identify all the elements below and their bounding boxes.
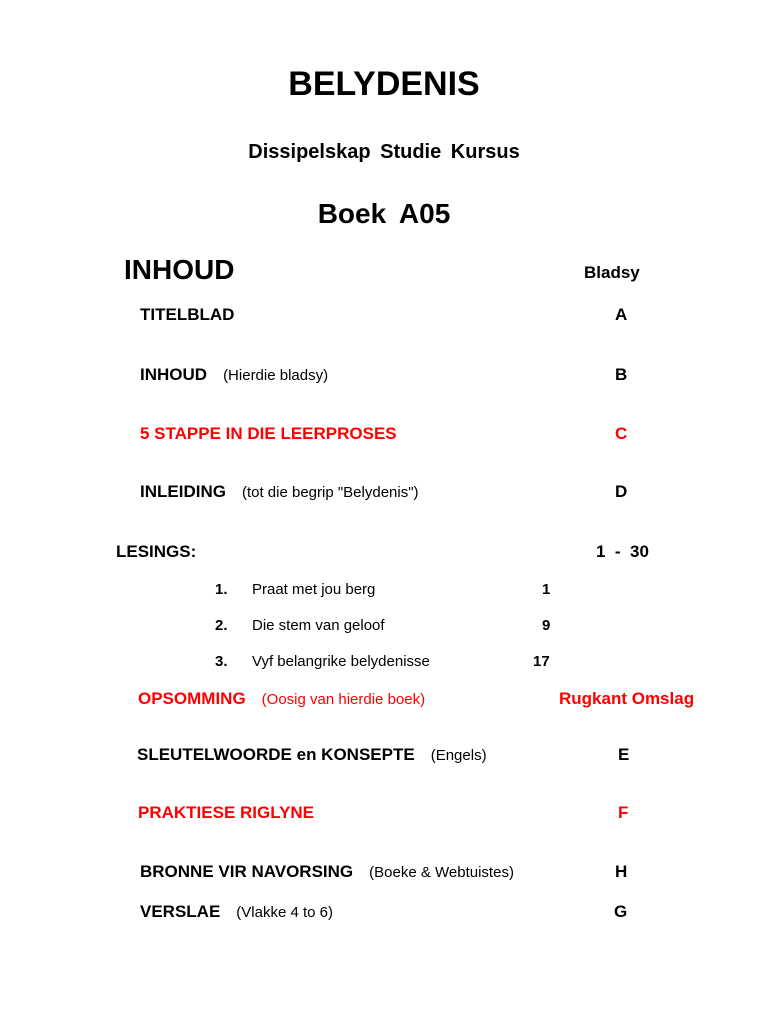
toc-entry-label: BRONNE VIR NAVORSING [140,862,354,881]
toc-entry-opsomming [138,689,425,710]
book-number: Boek A05 [317,198,451,229]
lesson-number: 3. [215,653,228,670]
document-subtitle: Dissipelskap Studie Kursus [248,141,520,163]
toc-entry-page: D [615,482,628,501]
toc-entry-verslae [140,902,333,923]
toc-entry-label: INLEIDING [140,482,226,501]
lesson-page: 17 [533,653,550,670]
lesson-number: 2. [215,617,228,634]
lesson-page: 1 [542,581,551,598]
toc-entry-note: (Vlakke 4 to 6) [236,904,334,921]
lessons-heading [116,542,196,562]
toc-entry-inhoud [140,365,328,386]
toc-entry-note: (Oosig van hierdie boek) [261,691,426,708]
toc-entry-note: (Engels) [430,747,487,764]
toc-entry-stappe [140,424,397,444]
toc-entry-page: E [618,745,630,764]
page-column-heading: Bladsy [584,263,640,282]
toc-entry-page: F [618,803,629,822]
toc-entry-label: 5 STAPPE IN DIE LEERPROSES [140,424,397,443]
toc-entry-page: A [615,305,628,324]
toc-entry-titelblad [140,305,234,325]
toc-entry-page: C [615,424,628,443]
lessons-label: LESINGS: [116,542,197,561]
document-title: BELYDENIS [288,65,480,103]
toc-entry-page: Rugkant Omslag [559,689,695,708]
toc-entry-bronne [140,862,514,883]
lessons-range: 1 - 30 [596,542,649,561]
toc-entry-praktiese-riglyne [138,803,314,823]
toc-entry-page: B [615,365,628,384]
toc-entry-label: VERSLAE [140,902,221,921]
lesson-title: Praat met jou berg [252,581,376,598]
contents-heading: INHOUD [124,254,235,285]
toc-entry-label: PRAKTIESE RIGLYNE [138,803,315,822]
lesson-number: 1. [215,581,228,598]
toc-entry-page: G [614,902,628,921]
toc-entry-sleutelwoorde [137,745,487,766]
lesson-title: Vyf belangrike belydenisse [252,653,430,670]
lesson-title: Die stem van geloof [252,617,385,634]
toc-entry-page: H [615,862,628,881]
toc-entry-note: (tot die begrip "Belydenis") [241,484,419,501]
toc-entry-note: (Hierdie bladsy) [223,367,329,384]
lesson-page: 9 [542,617,551,634]
toc-entry-label: INHOUD [140,365,208,384]
toc-entry-note: (Boeke & Webtuistes) [369,864,514,881]
toc-entry-label: SLEUTELWOORDE en KONSEPTE [137,745,415,764]
toc-entry-label: OPSOMMING [138,689,246,708]
toc-entry-label: TITELBLAD [140,305,235,324]
toc-entry-inleiding [140,482,419,503]
